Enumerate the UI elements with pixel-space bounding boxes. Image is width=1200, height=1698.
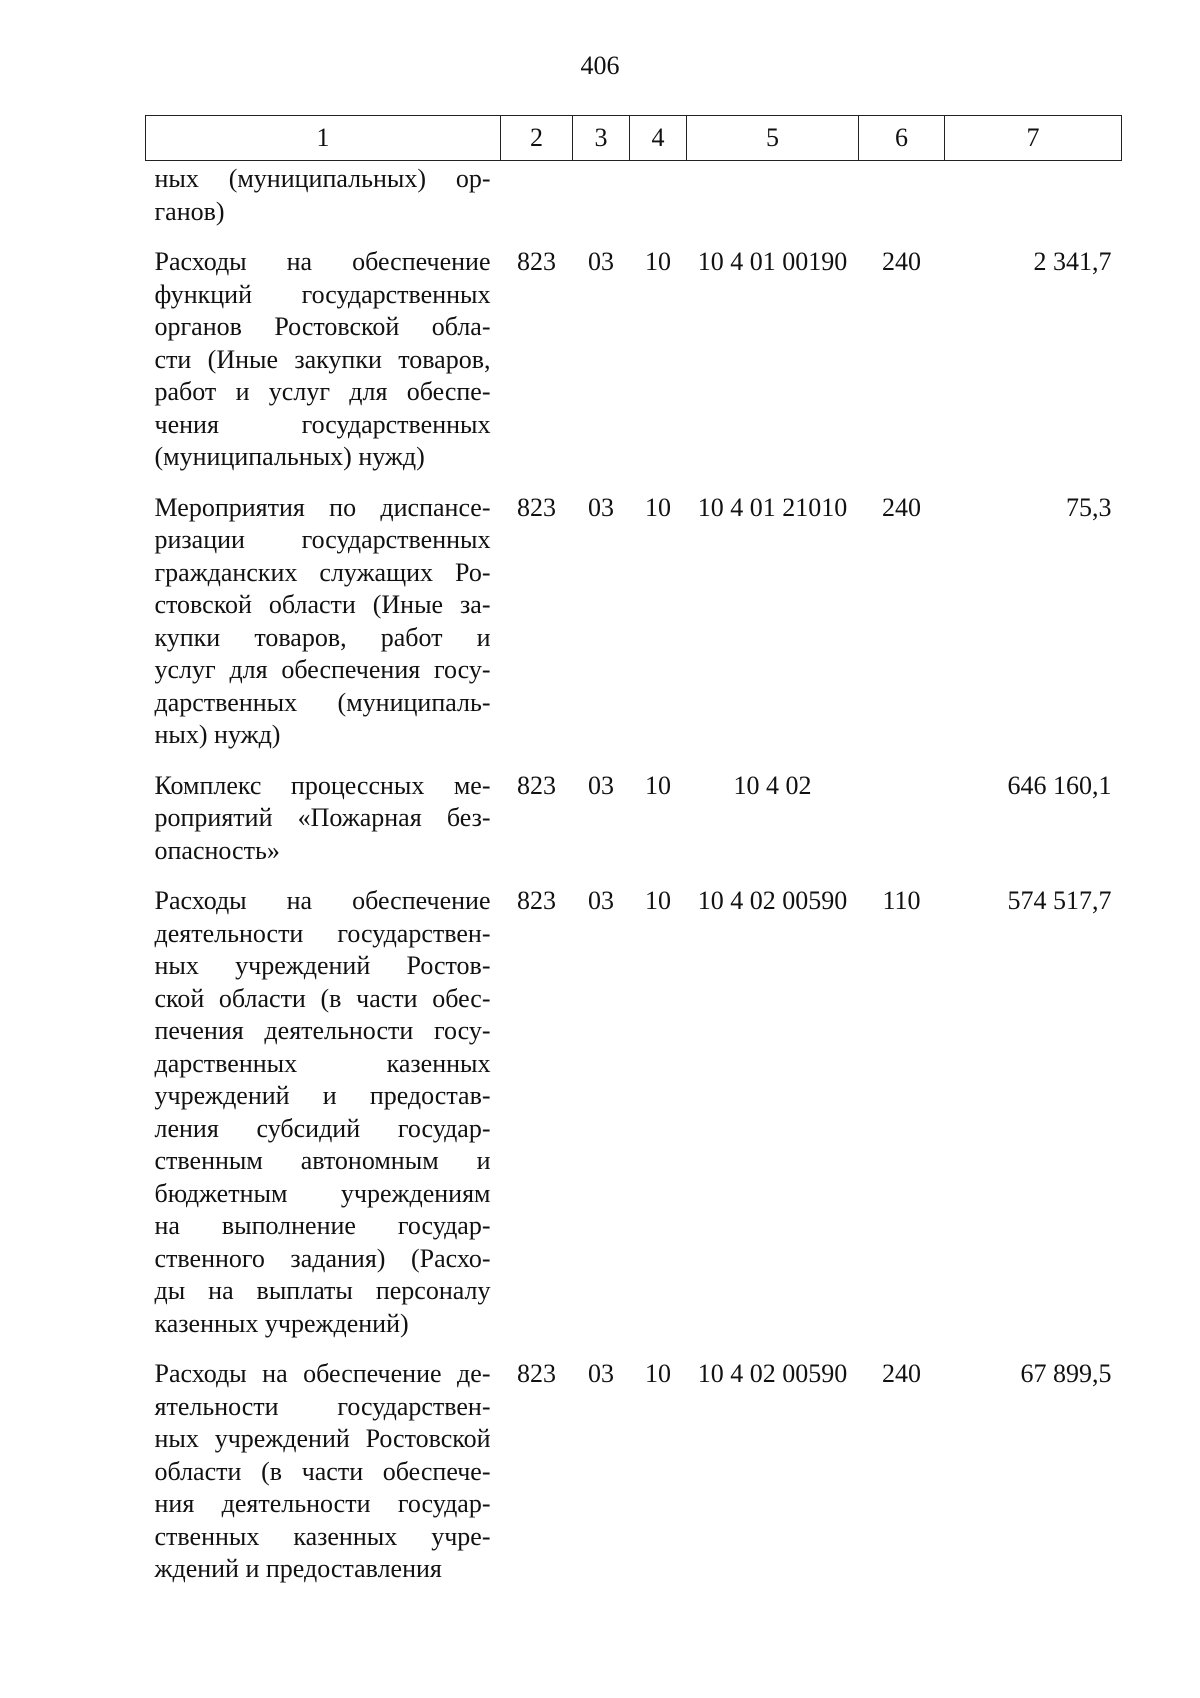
row-section-code: 03 <box>588 886 614 915</box>
row-expense-type <box>859 752 945 868</box>
description-line: ганов) <box>154 196 225 226</box>
description-line: ления субсидий государ- <box>154 1113 491 1143</box>
description-line: Комплекс процессных ме- <box>154 770 491 800</box>
description-line: ждений и предоставления <box>154 1554 442 1583</box>
row-expense-type: 110 <box>882 886 921 915</box>
description-line: работ и услуг для обеспе- <box>154 377 491 406</box>
description-line: ятельности государствен- <box>154 1391 491 1421</box>
description-line: бюджетным учреждениям <box>154 1178 491 1208</box>
row-target-article: 10 4 01 21010 <box>697 492 848 522</box>
row-description <box>146 752 501 868</box>
table-row <box>146 867 1122 1340</box>
row-amount: 574 517,7 <box>1007 886 1112 915</box>
row-expense-type: 240 <box>882 1359 921 1388</box>
row-target-article: 10 4 01 00190 <box>697 247 848 276</box>
table-header <box>146 116 1122 161</box>
row-subsection-code: 10 <box>645 1359 671 1388</box>
row-amount: 2 341,7 <box>1033 247 1112 276</box>
row-subsection-code: 10 <box>645 770 671 800</box>
description-line: сти (Иные закупки товаров, <box>154 344 491 374</box>
row-ministry-code: 823 <box>517 1359 556 1388</box>
table-row <box>146 161 1122 229</box>
description-line: роприятий «Пожарная без- <box>154 803 491 832</box>
description-line: ных учреждений Ростов- <box>154 951 491 980</box>
header-col-6: 6 <box>859 116 945 161</box>
header-col-3: 3 <box>573 116 630 161</box>
row-amount: 67 899,5 <box>1020 1359 1112 1388</box>
page-number: 406 <box>580 51 620 80</box>
description-line: ственным автономным и <box>154 1146 491 1175</box>
description-line: стовской области (Иные за- <box>154 590 491 619</box>
row-amount <box>945 161 1122 229</box>
description-line: ных (муниципальных) ор- <box>154 164 491 193</box>
description-line: учреждений и предостав- <box>154 1081 491 1110</box>
description-line: ных) нужд) <box>154 720 281 749</box>
header-col-4: 4 <box>630 116 687 161</box>
row-ministry-code: 823 <box>517 247 556 276</box>
description-line: функций государственных <box>154 279 491 309</box>
description-line: печения деятельности госу- <box>154 1016 491 1045</box>
description-line: ды на выплаты персоналу <box>154 1276 491 1305</box>
row-section-code: 03 <box>588 1359 614 1388</box>
row-target-article: 10 4 02 <box>733 770 812 800</box>
row-description <box>146 474 501 752</box>
row-expense-type: 240 <box>882 492 921 522</box>
row-section-code: 03 <box>588 492 614 522</box>
row-amount: 75,3 <box>1066 492 1112 522</box>
row-description <box>146 161 501 229</box>
description-line: деятельности государствен- <box>154 918 491 948</box>
row-section-code: 03 <box>588 247 614 276</box>
description-line: дарственных (муниципаль- <box>154 687 491 717</box>
description-line: (муниципальных) нужд) <box>154 442 425 471</box>
description-line: Расходы на обеспечение де- <box>154 1359 491 1388</box>
table-row <box>146 752 1122 868</box>
row-target-article: 10 4 02 00590 <box>697 886 848 915</box>
description-line: дарственных казенных <box>154 1048 491 1078</box>
row-description <box>146 228 501 474</box>
row-description <box>146 867 501 1340</box>
description-line: ния деятельности государ- <box>154 1489 491 1518</box>
description-line: чения государственных <box>154 409 491 439</box>
row-description <box>146 1340 501 1586</box>
header-col-7: 7 <box>945 116 1122 161</box>
header-row <box>146 116 1122 161</box>
row-amount: 646 160,1 <box>1007 770 1112 800</box>
row-expense-type: 240 <box>882 247 921 276</box>
table-row <box>146 228 1122 474</box>
budget-table <box>145 115 1122 1586</box>
table-row <box>146 474 1122 752</box>
description-line: купки товаров, работ и <box>154 622 491 652</box>
row-ministry-code <box>501 161 573 229</box>
description-line: ственного задания) (Расхо- <box>154 1243 491 1273</box>
header-col-2: 2 <box>501 116 573 161</box>
description-line: ных учреждений Ростовской <box>154 1424 491 1453</box>
row-target-article: 10 4 02 00590 <box>697 1359 848 1388</box>
row-section-code <box>573 161 630 229</box>
row-subsection-code: 10 <box>645 492 671 522</box>
row-target-article <box>687 161 859 229</box>
description-line: гражданских служащих Ро- <box>154 557 491 587</box>
description-line: органов Ростовской обла- <box>154 312 491 341</box>
description-line: услуг для обеспечения госу- <box>154 655 491 684</box>
description-line: на выполнение государ- <box>154 1211 491 1240</box>
row-ministry-code: 823 <box>517 886 556 915</box>
description-line: Расходы на обеспечение <box>154 886 491 915</box>
header-col-1: 1 <box>146 116 501 161</box>
row-section-code: 03 <box>588 770 614 800</box>
row-subsection-code: 10 <box>645 247 671 276</box>
row-ministry-code: 823 <box>517 770 556 800</box>
description-line: Расходы на обеспечение <box>154 247 491 276</box>
row-subsection-code <box>630 161 687 229</box>
table-row <box>146 1340 1122 1586</box>
header-col-5: 5 <box>687 116 859 161</box>
description-line: ризации государственных <box>154 525 491 554</box>
table-body <box>146 161 1122 1586</box>
row-expense-type <box>859 161 945 229</box>
row-subsection-code: 10 <box>645 886 671 915</box>
description-line: опасность» <box>154 835 280 865</box>
description-line: ственных казенных учре- <box>154 1521 491 1551</box>
description-line: ской области (в части обес- <box>154 983 491 1013</box>
description-line: казенных учреждений) <box>154 1308 409 1338</box>
description-line: Мероприятия по диспансе- <box>154 492 491 522</box>
description-line: области (в части обеспече- <box>154 1456 491 1486</box>
row-ministry-code: 823 <box>517 492 556 522</box>
